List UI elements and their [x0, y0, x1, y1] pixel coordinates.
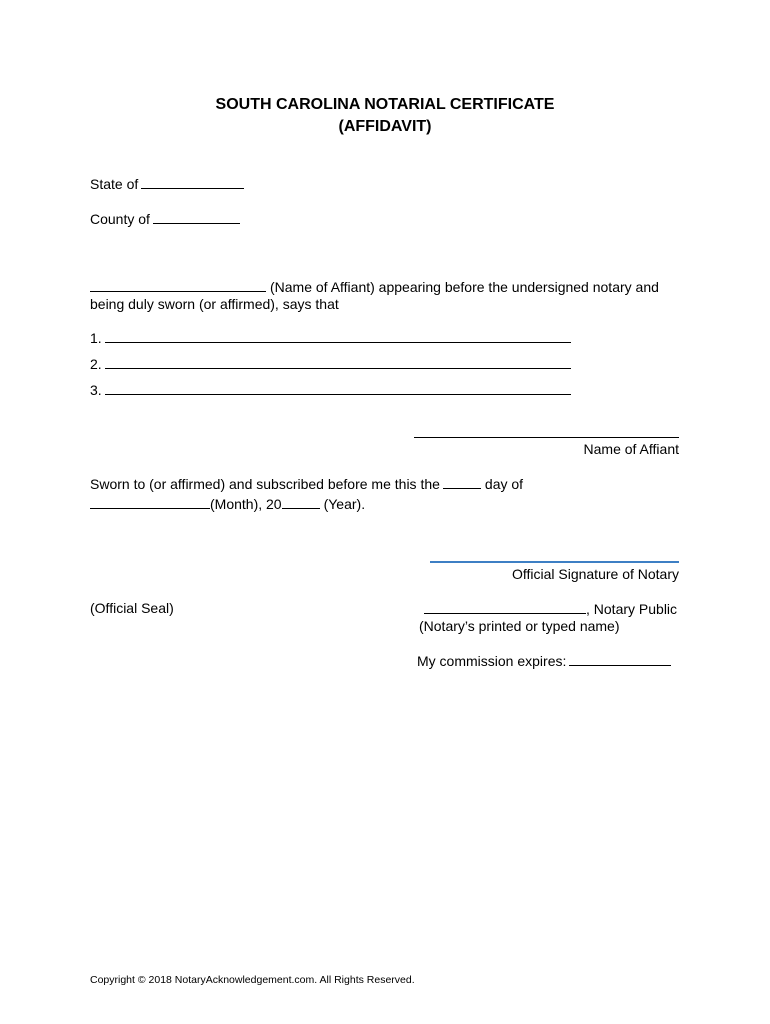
day-of-text: day of [484, 476, 524, 492]
notary-printed-label: (Notary’s printed or typed name) [419, 618, 620, 634]
county-field [90, 209, 240, 228]
notary-public-line [424, 599, 677, 618]
notary-public-text: , Notary Public [586, 601, 678, 617]
notary-signature-label: Official Signature of Notary [511, 566, 679, 582]
month-text: (Month), 20 [210, 496, 282, 512]
affiant-intro-text: (Name of Affiant) appearing before the undersigned notary and [270, 279, 659, 295]
official-seal-label: (Official Seal) [90, 600, 174, 616]
year-text: (Year). [323, 496, 366, 512]
statement-blank-2[interactable] [105, 354, 571, 369]
copyright-footer: Copyright © 2018 NotaryAcknowledgement.com. All Rights Reserved. [90, 974, 415, 986]
state-label: State of [90, 176, 139, 192]
document-title: SOUTH CAROLINA NOTARIAL CERTIFICATE [215, 96, 555, 113]
item-number: 3. [90, 382, 102, 398]
state-blank[interactable] [141, 174, 244, 189]
notary-signature-line[interactable] [430, 561, 679, 563]
affiant-name-blank[interactable] [90, 277, 266, 292]
year-blank[interactable] [282, 494, 320, 509]
affiant-signature-line[interactable] [414, 437, 679, 438]
affiant-intro-line [90, 277, 659, 296]
county-blank[interactable] [153, 209, 240, 224]
statement-item-3 [90, 380, 571, 399]
month-blank[interactable] [90, 494, 210, 509]
state-field [90, 174, 244, 193]
statement-item-1 [90, 328, 571, 347]
sworn-line-2 [90, 494, 365, 513]
affiant-intro-line-2: being duly sworn (or affirmed), says that [90, 296, 339, 312]
affiant-signature-label: Name of Affiant [583, 441, 679, 457]
commission-expires-line [417, 651, 671, 670]
item-number: 2. [90, 356, 102, 372]
county-label: County of [90, 211, 150, 227]
commission-expires-label: My commission expires: [417, 653, 567, 669]
notary-name-blank[interactable] [424, 599, 586, 614]
commission-expires-blank[interactable] [569, 651, 671, 666]
sworn-text: Sworn to (or affirmed) and subscribed before me this the [90, 476, 440, 492]
document-subtitle: (AFFIDAVIT) [338, 118, 432, 135]
statement-blank-3[interactable] [105, 380, 571, 395]
day-blank[interactable] [443, 474, 481, 489]
statement-blank-1[interactable] [105, 328, 571, 343]
statement-item-2 [90, 354, 571, 373]
item-number: 1. [90, 330, 102, 346]
sworn-line-1 [90, 474, 523, 493]
